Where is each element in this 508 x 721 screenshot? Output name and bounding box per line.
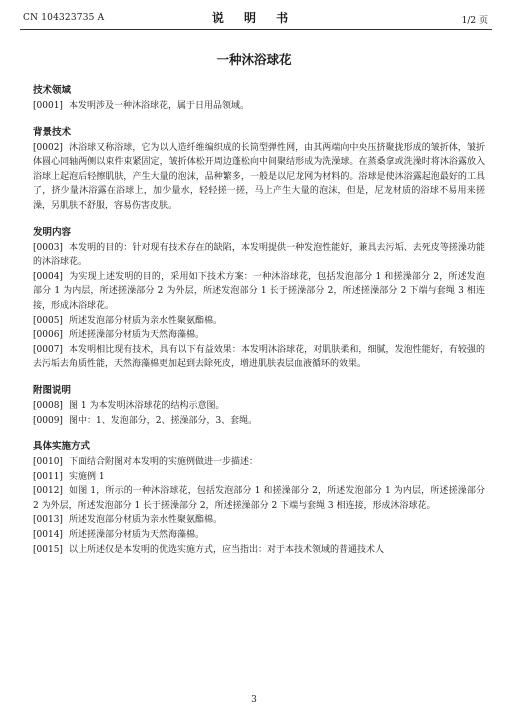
paragraph [33,399,485,414]
paragraph [33,455,485,470]
paragraph-text: 本发明相比现有技术，具有以下有益效果：本发明沐浴球花，对肌肤柔和，细腻，发泡性能好，有较强的去污垢去角质性能，天然海藻棉更加起到去除死皮，增进肌肤表层血液循环的效果。 [33,344,485,370]
paragraph [33,543,485,558]
page-indicator: 1/2 页 [461,16,488,26]
paragraph-number: [0002] [33,142,63,153]
paragraph-text: 沐浴球又称浴球，它为以人造纤维编织成的长筒型弹性网，由其两端向中央压挤聚拢形成的皱折体，皱折体圆心同轴两侧以束件束紧固定，皱折体松开周边蓬松向中间聚结形成为洗澡球。在蒸桑拿或洗澡时将沐浴露放入浴球上起泡后轻擦肌肤，产生大量的泡沫，品种繁多，一般是以尼龙网为材料的。浴球是使沐浴露起泡最好的工具了，挤少量沐浴露在浴球上，加少量水，轻轻搓一搓，马上产生大量的泡沫，但是，尼龙材质的浴球不易用来搓澡，另肌肤不舒服，容易伤害皮肤。 [33,142,485,211]
section [33,384,485,428]
paragraph-text: 图中：1、发泡部分，2、搓澡部分，3、套绳。 [69,415,258,426]
section-title: 具体实施方式 [33,441,91,453]
section-title: 发明内容 [33,226,72,238]
paragraph-number: [0015] [33,544,63,555]
section [33,226,485,372]
paragraph-number: [0006] [33,330,63,341]
section-title: 附图说明 [33,384,72,396]
paragraph-text: 以上所述仅是本发明的优选实施方式，应当指出：对于本技术领域的普通技术人 [69,544,385,555]
paragraph-number: [0009] [33,415,63,426]
paragraph [33,414,485,429]
paragraph [33,270,485,314]
paragraph-text: 所述发泡部分材质为亲水性聚氨酯棉。 [69,315,223,326]
section [33,126,485,214]
paragraph-text: 所述发泡部分材质为亲水性聚氨酯棉。 [69,515,223,526]
paragraph-number: [0011] [33,471,63,482]
document-body [33,84,485,569]
paragraph [33,513,485,528]
paragraph-text: 如图 1，所示的一种沐浴球花，包括发泡部分 1 和搓澡部分 2，所述发泡部分 1 为内层，所述搓澡部分 2 为外层，所述发泡部分 1 长于搓澡部分 2，所述搓澡部分 2 下端与套绳 3 相连接，形成沐浴球花。 [33,486,485,511]
header-divider [20,29,492,30]
paragraph [33,314,485,329]
paragraph-number: [0007] [33,344,63,355]
paragraph [33,470,485,485]
page-number: 3 [251,695,257,705]
section [33,440,485,557]
paragraph [33,343,485,372]
paragraph-text: 本发明的目的：针对现有技术存在的缺陷，本发明提供一种发泡性能好，兼具去污垢、去死皮等搓澡功能的沐浴球花。 [33,242,485,268]
paragraph-number: [0003] [33,242,63,253]
page-header [0,0,508,34]
paragraph-number: [0005] [33,315,63,326]
paragraph-text: 本发明涉及一种沐浴球花，属于日用品领域。 [69,101,250,111]
document-type-label: 说 明 书 [211,11,297,25]
paragraph [33,484,485,513]
patent-number: CN 104323735 A [23,13,105,23]
document-title: 一种沐浴球花 [216,52,292,67]
section-title: 背景技术 [33,126,72,138]
paragraph [33,528,485,543]
paragraph [33,328,485,343]
paragraph-number: [0012] [33,486,63,497]
paragraph-text: 图 1 为本发明沐浴球花的结构示意图。 [69,400,225,411]
paragraph [33,99,485,114]
paragraph-text: 为实现上述发明的目的，采用如下技术方案：一种沐浴球花，包括发泡部分 1 和搓澡部分 2，所述发泡部分 1 为内层，所述搓澡部分 2 为外层，所述发泡部分 1 长于搓澡部分 2，所述搓澡部分 2 下端与套绳 3 相连接，形成沐浴球花。 [33,271,485,311]
paragraph-number: [0013] [33,515,63,526]
paragraph [33,241,485,270]
paragraph-text: 所述搓澡部分材质为天然海藻棉。 [69,330,205,341]
paragraph-number: [0014] [33,530,63,541]
paragraph-number: [0010] [33,457,63,468]
paragraph-number: [0001] [33,101,63,111]
section-title: 技术领域 [33,85,72,96]
paragraph-text: 所述搓澡部分材质为天然海藻棉。 [69,530,205,541]
paragraph-text: 实施例 1 [69,471,105,482]
paragraph-text: 下面结合附图对本发明的实施例做进一步描述： [69,457,259,468]
paragraph-number: [0004] [33,271,63,282]
paragraph [33,141,485,214]
paragraph-number: [0008] [33,400,63,411]
section [33,84,485,114]
